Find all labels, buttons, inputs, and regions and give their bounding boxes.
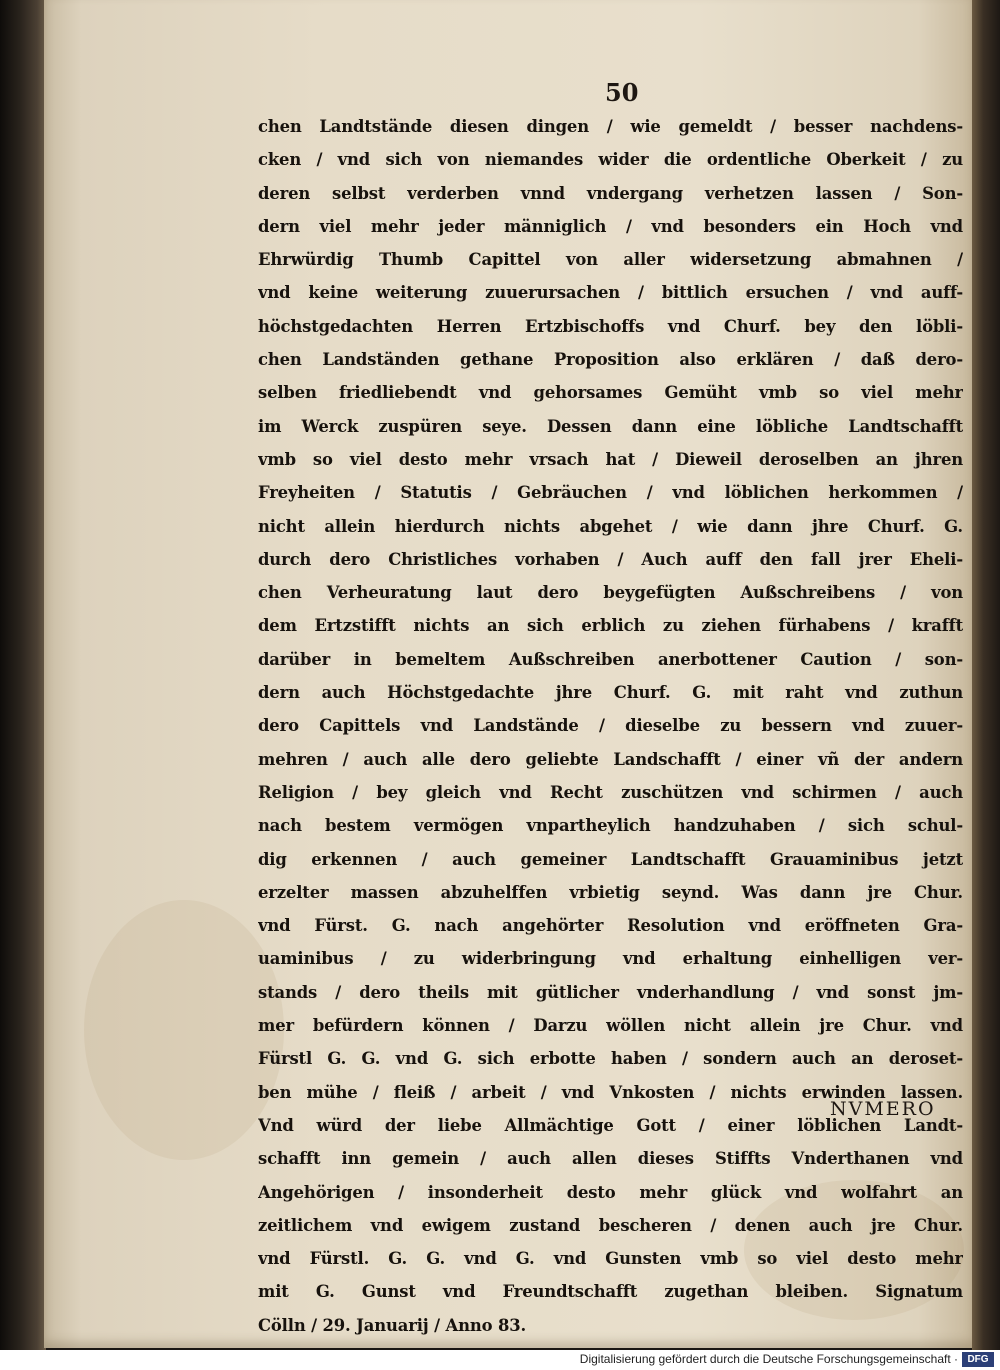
text-line: dern auch Höchstgedachte jhre Churf. G. mit raht vnd zuthun (258, 683, 963, 703)
dfg-logo: DFG (962, 1352, 994, 1367)
text-line: Ehrwürdig Thumb Capittel von aller widersetzung abmahnen / (258, 250, 963, 270)
text-line: im Werck zuspüren seye. Dessen dann eine löbliche Landtschafft (258, 416, 963, 436)
text-line: Vnd würd der liebe Allmächtige Gott / einer löblichen Landt- (258, 1115, 963, 1135)
text-line: stands / dero theils mit gütlicher vnderhandlung / vnd sonst jm- (258, 982, 963, 1002)
text-line: höchstgedachten Herren Ertzbischoffs vnd Churf. bey den löbli- (258, 316, 963, 336)
text-line: dem Ertzstifft nichts an sich erblich zu ziehen fürhabens / krafft (258, 616, 963, 636)
text-line: dig erkennen / auch gemeiner Landtschafft Grauaminibus jetzt (258, 849, 963, 869)
text-line: Fürstl G. G. vnd G. sich erbotte haben / sondern auch an deroset- (258, 1049, 963, 1069)
text-line: vnd keine weiterung zuuerursachen / bittlich ersuchen / vnd auff- (258, 283, 963, 303)
text-line: vmb so viel desto mehr vrsach hat / Dieweil deroselben an jhren (258, 449, 963, 469)
text-line: Freyheiten / Statutis / Gebräuchen / vnd löblichen herkommen / (258, 483, 963, 503)
footer-credit: Digitalisierung gefördert durch die Deutsche Forschungsgemeinschaft · (579, 1352, 958, 1366)
text-line: mehren / auch alle dero geliebte Landschafft / einer vñ der andern (258, 749, 963, 769)
paper-stain (84, 900, 284, 1160)
text-line: erzelter massen abzuhelffen vrbietig seynd. Was dann jre Chur. (258, 882, 963, 902)
text-line: dero Capittels vnd Landstände / dieselbe zu bessern vnd zuuer- (258, 716, 963, 736)
text-line: zeitlichem vnd ewigem zustand bescheren / denen auch jre Chur. (258, 1215, 963, 1235)
text-line: chen Landtstände diesen dingen / wie gemeldt / besser nachdens- (258, 117, 963, 136)
text-line: durch dero Christliches vorhaben / Auch auff den fall jrer Eheli- (258, 549, 963, 569)
text-line: deren selbst verderben vnnd vndergang verhetzen lassen / Son- (258, 183, 963, 203)
text-line: nicht allein hierdurch nichts abgehet / wie dann jhre Churf. G. (258, 516, 963, 536)
text-line: cken / vnd sich von niemandes wider die ordentliche Oberkeit / zu (258, 150, 963, 170)
text-line: selben friedliebendt vnd gehorsames Gemüht vmb so viel mehr (258, 383, 963, 403)
catchword: NVMERO (830, 1098, 936, 1120)
text-line: ben mühe / fleiß / arbeit / vnd Vnkosten / nichts erwinden lassen. (258, 1082, 963, 1102)
page-number: 50 (605, 78, 639, 107)
text-line: Cölln / 29. Januarij / Anno 83. (258, 1315, 527, 1335)
book-binding-left (0, 0, 46, 1350)
text-line: chen Verheuratung laut dero beygefügten Außschreibens / von (258, 583, 963, 603)
text-line: chen Landständen gethane Proposition also erklären / daß dero- (258, 350, 963, 370)
text-line: uaminibus / zu widerbringung vnd erhaltung einhelligen ver- (258, 949, 963, 969)
text-line: dern viel mehr jeder männiglich / vnd besonders ein Hoch vnd (258, 216, 963, 236)
text-line: Angehörigen / insonderheit desto mehr glück vnd wolfahrt an (258, 1182, 963, 1202)
body-text (258, 110, 963, 1342)
text-line: nach bestem vermögen vnpartheylich handzuhaben / sich schul- (258, 816, 963, 836)
text-line: schafft inn gemein / auch allen dieses Stiffts Vnderthanen vnd (258, 1149, 963, 1169)
text-line: darüber in bemeltem Außschreiben anerbottener Caution / son- (258, 649, 963, 669)
text-line: Religion / bey gleich vnd Recht zuschützen vnd schirmen / auch (258, 782, 963, 802)
book-page-edge-right (972, 0, 1000, 1350)
text-line: mit G. Gunst vnd Freundtschafft zugethan bleiben. Signatum (258, 1282, 963, 1302)
text-line: mer befürdern können / Darzu wöllen nicht allein jre Chur. vnd (258, 1016, 963, 1036)
text-line: vnd Fürst. G. nach angehörter Resolution vnd eröffneten Gra- (258, 916, 963, 936)
text-line: vnd Fürstl. G. G. vnd G. vnd Gunsten vmb so viel desto mehr (258, 1249, 963, 1269)
